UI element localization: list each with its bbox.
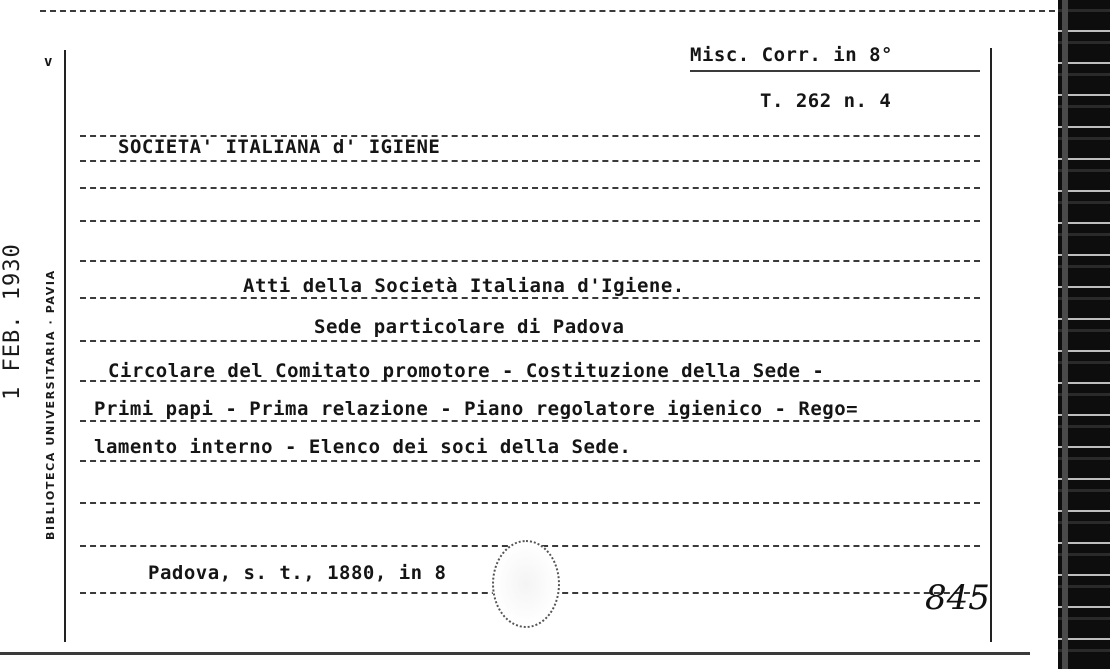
right-margin-line bbox=[990, 48, 992, 642]
ruled-line bbox=[80, 502, 980, 504]
handwritten-number: 845 bbox=[925, 578, 990, 618]
contents-note-line-1: Circolare del Comitato promotore - Costituzione della Sede - bbox=[108, 360, 825, 382]
round-stamp bbox=[492, 540, 560, 628]
imprint: Padova, s. t., 1880, in 8 bbox=[148, 562, 447, 584]
scan-edge-strip bbox=[1062, 0, 1068, 669]
left-margin-line bbox=[64, 50, 66, 642]
ruled-line bbox=[80, 297, 980, 299]
corner-mark: v bbox=[44, 54, 53, 70]
title: Atti della Società Italiana d'Igiene. bbox=[243, 275, 685, 297]
date-stamp: 1 FEB. 1930 bbox=[0, 243, 25, 400]
call-number: T. 262 n. 4 bbox=[760, 90, 892, 112]
ruled-line bbox=[80, 420, 980, 422]
ruled-line bbox=[80, 460, 980, 462]
subtitle: Sede particolare di Padova bbox=[314, 316, 625, 338]
ruled-line bbox=[80, 340, 980, 342]
contents-note-line-3: lamento interno - Elenco dei soci della Sede. bbox=[94, 436, 632, 458]
top-edge-rule bbox=[40, 10, 1055, 12]
ruled-line bbox=[80, 260, 980, 262]
shelfmark: Misc. Corr. in 8° bbox=[690, 44, 893, 66]
contents-note-line-2: Primi papi - Prima relazione - Piano regolatore igienico - Rego= bbox=[94, 398, 859, 420]
bottom-edge-rule bbox=[0, 652, 1030, 655]
ruled-line bbox=[80, 220, 980, 222]
main-heading-author: SOCIETA' ITALIANA d' IGIENE bbox=[118, 136, 441, 158]
ruled-line bbox=[80, 187, 980, 189]
shelfmark-underline bbox=[690, 70, 980, 72]
library-stamp: BIBLIOTECA UNIVERSITARIA · PAVIA bbox=[44, 269, 57, 540]
ruled-line bbox=[80, 160, 980, 162]
